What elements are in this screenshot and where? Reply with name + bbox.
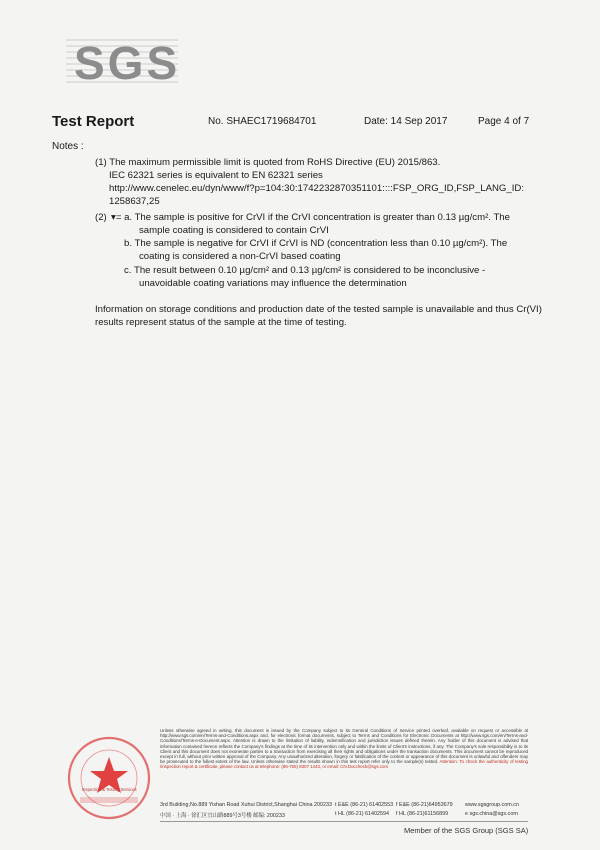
- notes-label: Notes :: [52, 141, 84, 152]
- note2-a-line2: sample coating is considered to contain CrVI: [139, 225, 329, 236]
- note2-b-line2: coating is considered a non-CrVI based coating: [139, 251, 341, 262]
- info-line2: results represent status of the sample at the time of testing.: [95, 317, 347, 328]
- sgs-logo-text: SGS: [74, 37, 181, 89]
- tel-ee: t E&E (86-21) 61402553: [335, 802, 394, 808]
- attention-text: Attention: To check the authenticity of testing /inspection report & certificate, please contact us at telephone: (86-755) 8307 1443, or email: CN.Doccheck@sgs.com: [160, 759, 528, 770]
- info-line1: Information on storage conditions and production date of the tested sample is unavailable and thus Cr(VI): [95, 304, 542, 315]
- seal-text: Inspection & Testing Services: [82, 787, 137, 792]
- note2-b-line1: b. The sample is negative for CrVI if CrVI is ND (concentration less than 0.10 µg/cm²). The: [124, 238, 508, 249]
- address-cn: 中国 · 上海 · 徐汇区宜山路889号3号楼 邮编: 200233: [160, 813, 285, 819]
- note2-a-line1: ▾= a. The sample is positive for CrVI if the CrVI concentration is greater than 0.13 µg/cm². The: [111, 212, 510, 223]
- note2-c-line1: c. The result between 0.10 µg/cm² and 0.13 µg/cm² is considered to be inconclusive -: [124, 265, 486, 276]
- website: www.sgsgroup.com.cn: [465, 802, 519, 808]
- legal-disclaimer: [160, 728, 528, 770]
- tel-hl: t HL (86-21) 61402594: [335, 811, 390, 817]
- official-seal: [66, 735, 152, 821]
- report-date: Date: 14 Sep 2017: [364, 116, 448, 127]
- report-title: Test Report: [52, 113, 135, 130]
- report-number: No. SHAEC1719684701: [208, 116, 317, 127]
- disclaimer-text: Unless otherwise agreed in writing, this document is issued by the Company subject to its General Conditions of Service printed overleaf, available on request or accessible at http://www.sgs.com/en/Terms-and-Conditions.aspx and, for electronic format documents, subject to Terms and Conditions for Electronic Documents at http://www.sgs.com/en/Terms-and-Conditions/Terms-e-Document.aspx. Attention is drawn to the limitation of liability, indemnification and jurisdiction issues defined therein. Any holder of this document is advised that information contained hereon reflects the Company's findings at the time of its intervention only and within the limits of Client's instructions, if any. The Company's sole responsibility is to its Client and this document does not exonerate parties to a transaction from exercising all their rights and obligations under the transaction documents. This document cannot be reproduced except in full, without prior written approval of the Company. Any unauthorized alteration, forgery or falsification of the content or appearance of this document is unlawful and offenders may be prosecuted to the fullest extent of the law. Unless otherwise stated the results shown in this test report refer only to the sample(s) tested.: [160, 728, 528, 765]
- address-en: 3rd Building,No.889 Yishan Road Xuhui District,Shanghai China 200233: [160, 802, 333, 808]
- note1-line2: IEC 62321 series is equivalent to EN 62321 series: [109, 170, 323, 181]
- page-indicator: Page 4 of 7: [478, 116, 530, 127]
- note1-line1: (1) The maximum permissible limit is quoted from RoHS Directive (EU) 2015/863.: [95, 157, 441, 168]
- fax-hl: f HL (86-21)61156899: [396, 811, 449, 817]
- member-statement: Member of the SGS Group (SGS SA): [404, 826, 529, 835]
- note2-c-line2: unavoidable coating variations may influence the determination: [139, 278, 407, 289]
- note2-prefix: (2): [95, 212, 107, 223]
- note1-url: http://www.cenelec.eu/dyn/www/f?p=104:30:1742232870351101::::FSP_ORG_ID,FSP_LANG_ID:: [109, 183, 524, 194]
- note1-url-cont: 1258637,25: [109, 196, 160, 207]
- email: e sgs.china@sgs.com: [465, 811, 518, 817]
- footer-divider: [160, 821, 528, 822]
- fax-ee: f E&E (86-21)64953679: [396, 802, 453, 808]
